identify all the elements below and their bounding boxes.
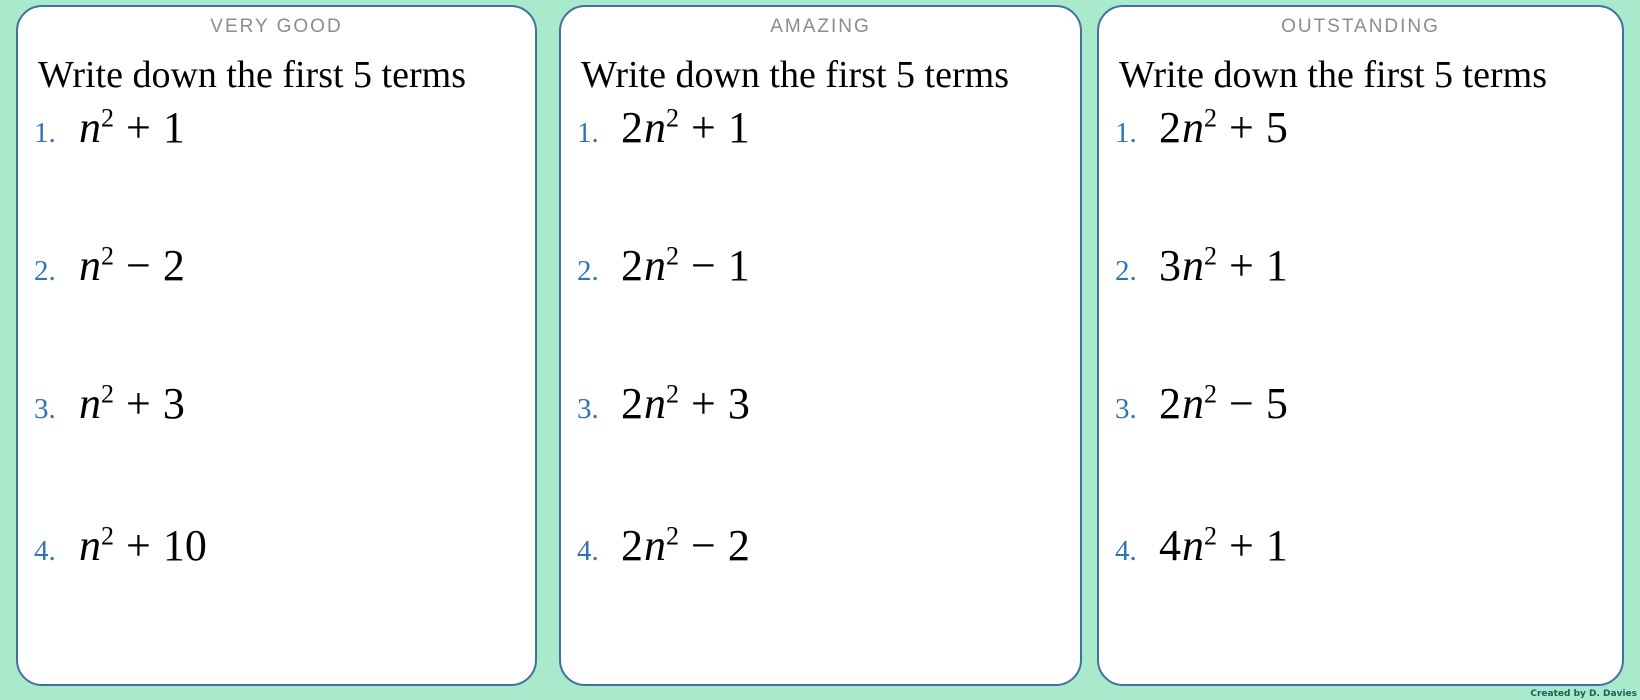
item-number: 4.	[34, 535, 56, 567]
operator: +	[691, 103, 716, 152]
math-expression	[78, 520, 207, 571]
item-number: 3.	[1115, 393, 1137, 425]
card-heading: Write down the first 5 terms	[38, 54, 466, 96]
card-title: OUTSTANDING	[1281, 16, 1440, 37]
sequence-item	[577, 102, 750, 153]
card-heading: Write down the first 5 terms	[581, 54, 1009, 96]
operator: +	[1229, 241, 1254, 290]
variable: n	[644, 521, 666, 570]
variable: n	[79, 379, 101, 428]
math-expression	[621, 378, 750, 429]
variable: n	[79, 103, 101, 152]
coefficient: 2	[1159, 379, 1181, 428]
item-number: 2.	[34, 255, 56, 287]
card-title: AMAZING	[770, 16, 871, 37]
constant: 3	[162, 379, 185, 428]
exponent: 2	[666, 103, 679, 133]
exponent: 2	[1204, 521, 1217, 551]
variable: n	[1182, 241, 1204, 290]
exponent: 2	[1204, 379, 1217, 409]
sequence-item	[1115, 520, 1288, 571]
item-number: 1.	[1115, 117, 1137, 149]
item-number: 3.	[577, 393, 599, 425]
credit-text: Created by D. Davies	[1530, 689, 1637, 699]
card-title: VERY GOOD	[210, 16, 343, 37]
card-amazing	[559, 5, 1082, 686]
item-number: 2.	[577, 255, 599, 287]
exponent: 2	[101, 379, 114, 409]
variable: n	[1182, 521, 1204, 570]
constant: 2	[162, 241, 185, 290]
operator: +	[1229, 521, 1254, 570]
card-very-good	[16, 5, 537, 686]
operator: +	[691, 379, 716, 428]
constant: 3	[727, 379, 750, 428]
variable: n	[644, 103, 666, 152]
coefficient: 2	[1159, 103, 1181, 152]
coefficient: 2	[621, 103, 643, 152]
math-expression	[1159, 102, 1288, 153]
item-number: 4.	[1115, 535, 1137, 567]
sequence-item	[1115, 240, 1288, 291]
constant: 10	[162, 521, 207, 570]
math-expression	[78, 102, 185, 153]
exponent: 2	[1204, 103, 1217, 133]
constant: 1	[727, 103, 750, 152]
operator: +	[126, 379, 151, 428]
constant: 1	[1265, 241, 1288, 290]
sequence-item	[577, 520, 750, 571]
card-outstanding	[1097, 5, 1624, 686]
variable: n	[644, 241, 666, 290]
operator: −	[691, 521, 716, 570]
coefficient: 2	[621, 521, 643, 570]
sequence-item	[1115, 378, 1288, 429]
exponent: 2	[1204, 241, 1217, 271]
item-number: 2.	[1115, 255, 1137, 287]
sequence-item	[1115, 102, 1288, 153]
operator: −	[1229, 379, 1254, 428]
constant: 1	[1265, 521, 1288, 570]
card-heading: Write down the first 5 terms	[1119, 54, 1547, 96]
constant: 1	[162, 103, 185, 152]
sequence-item	[577, 240, 750, 291]
operator: +	[126, 521, 151, 570]
constant: 2	[727, 521, 750, 570]
constant: 5	[1265, 379, 1288, 428]
sequence-item	[34, 378, 185, 429]
constant: 5	[1265, 103, 1288, 152]
variable: n	[79, 521, 101, 570]
coefficient: 2	[621, 241, 643, 290]
operator: −	[691, 241, 716, 290]
sequence-item	[34, 520, 207, 571]
variable: n	[1182, 103, 1204, 152]
variable: n	[1182, 379, 1204, 428]
item-number: 1.	[34, 117, 56, 149]
exponent: 2	[666, 241, 679, 271]
math-expression	[621, 520, 750, 571]
exponent: 2	[666, 521, 679, 551]
exponent: 2	[101, 521, 114, 551]
math-expression	[78, 378, 185, 429]
sequence-item	[34, 240, 185, 291]
coefficient: 2	[621, 379, 643, 428]
exponent: 2	[101, 103, 114, 133]
item-number: 4.	[577, 535, 599, 567]
exponent: 2	[666, 379, 679, 409]
item-number: 3.	[34, 393, 56, 425]
math-expression	[1159, 378, 1288, 429]
operator: +	[126, 103, 151, 152]
variable: n	[79, 241, 101, 290]
math-expression	[1159, 520, 1288, 571]
sequence-item	[34, 102, 185, 153]
item-number: 1.	[577, 117, 599, 149]
variable: n	[644, 379, 666, 428]
exponent: 2	[101, 241, 114, 271]
constant: 1	[727, 241, 750, 290]
operator: +	[1229, 103, 1254, 152]
coefficient: 4	[1159, 521, 1181, 570]
math-expression	[621, 102, 750, 153]
math-expression	[621, 240, 750, 291]
math-expression	[1159, 240, 1288, 291]
operator: −	[126, 241, 151, 290]
coefficient: 3	[1159, 241, 1181, 290]
sequence-item	[577, 378, 750, 429]
math-expression	[78, 240, 185, 291]
